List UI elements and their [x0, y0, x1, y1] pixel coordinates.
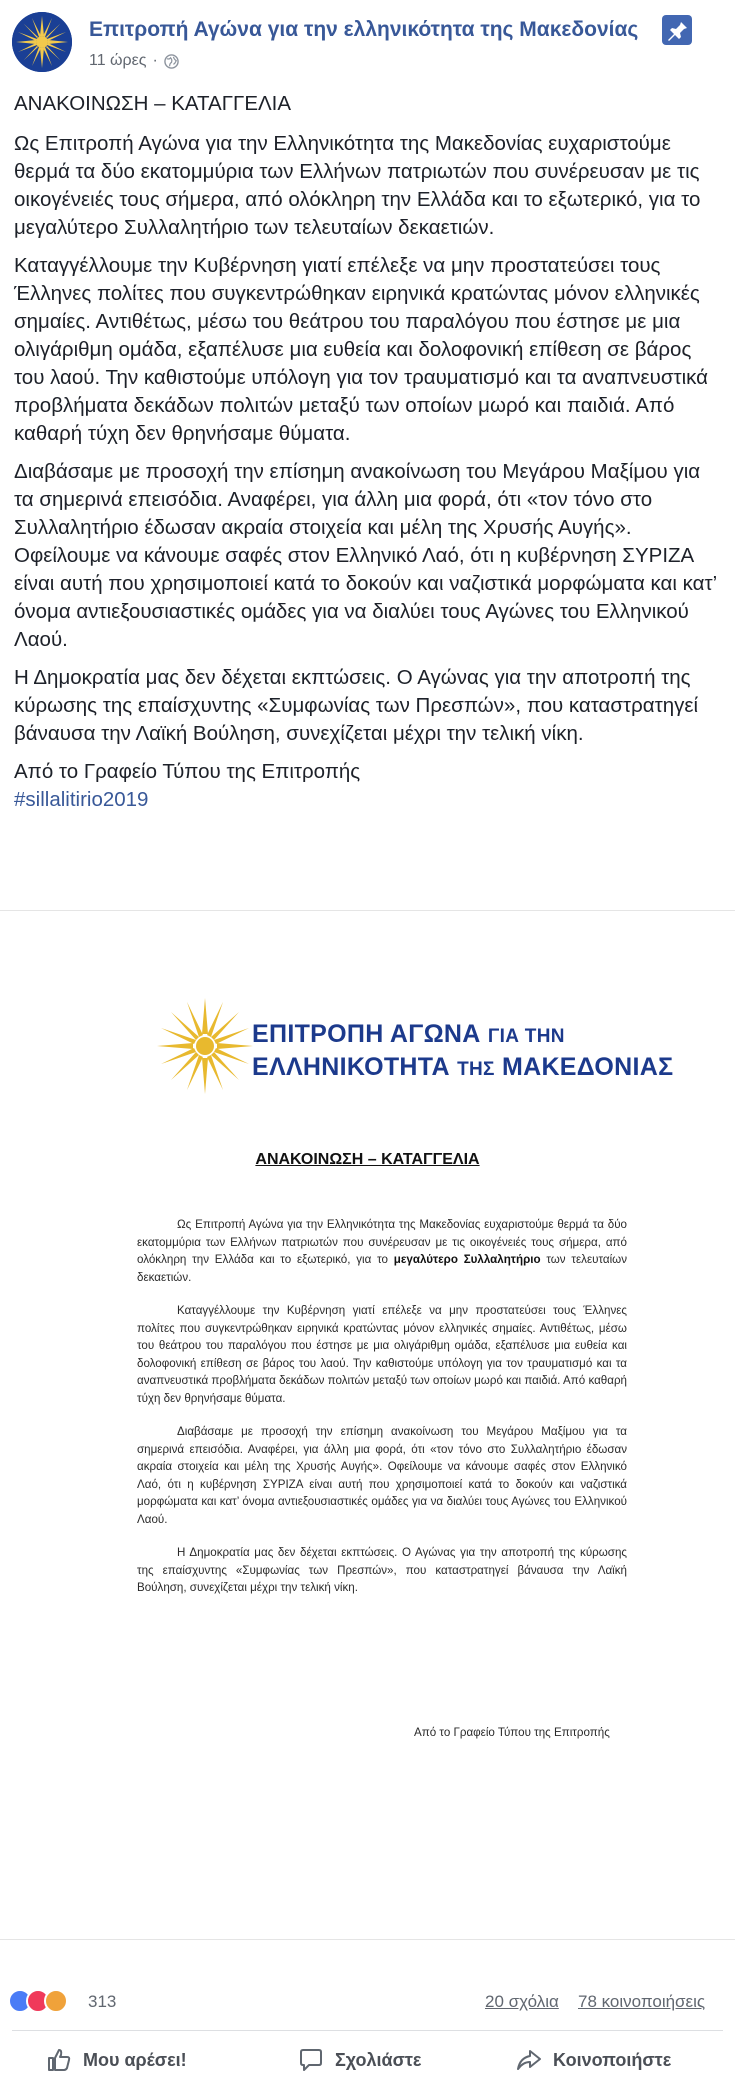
share-icon [515, 2046, 543, 2074]
globe-icon[interactable] [164, 54, 179, 69]
doc-p1-bold: μεγαλύτερο Συλλαλητήριο [393, 1253, 541, 1266]
document-paragraph: Καταγγέλλουμε την Κυβέρνηση γιατί επέλεξε να μην προστατεύσει τους Έλληνες πολίτες που συγκεντρώθηκαν ειρηνικά κρατώντας μόνον ελληνικές σημαίες. Αντιθέτως, μέσω του θεάτρου του παραλόγου που έστησε με μια ολιγάριθμη ομάδα, εξαπέλυσε μια ευθεία και δολοφονική επίθεση σε βάρος του λαού. Την καθιστούμε υπόλογη για τον τραυματισμό και τα αναπνευστικά προβλήματα δεκάδων πολιτών μεταξύ των οποίων μωρό και παιδιά. Από καθαρή τύχη δεν θρηνήσαμε θύματα. [137, 1304, 627, 1405]
vergina-sun-logo-icon [155, 996, 255, 1096]
org-line2-end: ΜΑΚΕΔΟΝΙΑΣ [501, 1053, 674, 1081]
comment-label: Σχολιάστε [335, 2049, 422, 2070]
like-label: Μου αρέσει! [83, 2049, 187, 2070]
post-header [0, 0, 735, 82]
page-name-link[interactable]: Επιτροπή Αγώνα για την ελληνικότητα της Μακεδονίας [89, 18, 639, 41]
thumbs-up-icon [45, 2046, 73, 2074]
attached-document-image[interactable] [0, 910, 735, 1940]
reaction-count[interactable]: 313 [88, 1992, 117, 2011]
share-label: Κοινοποιήστε [553, 2049, 672, 2070]
comments-count-link[interactable]: 20 σχόλια [485, 1992, 559, 2011]
comment-button[interactable] [297, 2046, 421, 2074]
post-meta [89, 52, 179, 70]
org-line2-big: ΕΛΛΗΝΙΚΟΤΗΤΑ [252, 1053, 450, 1081]
doc-p1-text: Ως Επιτροπή Αγώνα για την Ελληνικότητα της Μακεδονίας ευχαριστούμε θερμά τα δύο εκατομμύρια των Ελλήνων πατριωτών που συνέρευσαν με τις οικογένειές τους σήμερα, από ολόκληρη την Ελλάδα και το εξωτερικό, για το [137, 1218, 627, 1266]
vergina-sun-icon [12, 12, 72, 72]
org-line1-small: ΓΙΑ ΤΗΝ [487, 1026, 565, 1047]
post-timestamp[interactable]: 11 ώρες [89, 52, 147, 69]
post-signature: Από το Γραφείο Τύπου της Επιτροπής [14, 760, 361, 783]
reactions-bar [0, 1985, 735, 2021]
post-text [14, 90, 722, 824]
angry-reaction-icon [44, 1989, 68, 2013]
reaction-icons[interactable] [8, 1989, 62, 2013]
page-avatar[interactable] [12, 12, 72, 72]
post-paragraph-title: ΑΝΑΚΟΙΝΩΣΗ – ΚΑΤΑΓΓΕΛΙΑ [14, 92, 292, 115]
document-body [137, 1216, 627, 1613]
document-paragraph: Διαβάσαμε με προσοχή την επίσημη ανακοίνωση του Μεγάρου Μαξίμου για τα σημερινά επεισόδια. Αναφέρει, για άλλη μια φορά, ότι «τον τόνο στο Συλλαλητήριο έδωσαν ακραία στοιχεία και μέλη της Χρυσής Αυγής». Οφείλουμε να κάνουμε σαφές στον Ελληνικό Λαό, ότι η κυβέρνηση ΣΥΡΙΖΑ είναι αυτή που χρησιμοποιεί κατά το δοκούν και ναζιστικά μορφώματα και κατ’ όνομα αντιεξουσιαστικές ομάδες για να διαλύει τους Αγώνες του Ελληνικού Λαού. [137, 1425, 627, 1526]
share-button[interactable] [515, 2046, 671, 2074]
doc-p1-text-end: των τελευταίων δεκαετιών. [137, 1253, 627, 1284]
post-paragraph: Η Δημοκρατία μας δεν δέχεται εκπτώσεις. Ο Αγώνας για την αποτροπή της κύρωσης της επαίσχυντης «Συμφωνίας των Πρεσπών», που καταστρατηγεί βάναυσα την Λαϊκή Βούληση, συνεχίζεται μέχρι την τελική νίκη. [14, 666, 699, 745]
meta-separator: · [152, 52, 158, 69]
actions-divider [12, 2030, 723, 2031]
document-heading: ΑΝΑΚΟΙΝΩΣΗ – ΚΑΤΑΓΓΕΛΙΑ [255, 1151, 480, 1168]
post-paragraph: Ως Επιτροπή Αγώνα για την Ελληνικότητα της Μακεδονίας ευχαριστούμε θερμά τα δύο εκατομμύρια των Ελλήνων πατριωτών που συνέρευσαν με τις οικογένειές τους σήμερα, από ολόκληρη την Ελλάδα και το εξωτερικό, για το μεγαλύτερο Συλλαλητήριο των τελευταίων δεκαετιών. [14, 132, 701, 239]
shares-count-link[interactable]: 78 κοινοποιήσεις [578, 1992, 706, 2011]
org-line2-small: ΤΗΣ [457, 1059, 495, 1080]
comment-icon [297, 2046, 325, 2074]
post-paragraph: Διαβάσαμε με προσοχή την επίσημη ανακοίνωση του Μεγάρου Μαξίμου για τα σημερινά επεισόδια. Αναφέρει, για άλλη μια φορά, ότι «τον τόνο στο Συλλαλητήριο έδωσαν ακραία στοιχεία και μέλη της Χρυσής Αυγής». Οφείλουμε να κάνουμε σαφές στον Ελληνικό Λαό, ότι η κυβέρνηση ΣΥΡΙΖΑ είναι αυτή που χρησιμοποιεί κατά το δοκούν και ναζιστικά μορφώματα και κατ’ όνομα αντιεξουσιαστικές ομάδες για να διαλύει τους Αγώνες του Ελληνικού Λαού. [14, 460, 717, 651]
hashtag-link[interactable]: #sillalitirio2019 [14, 788, 149, 811]
org-line1-big: ΕΠΙΤΡΟΠΗ ΑΓΩΝΑ [252, 1020, 481, 1048]
document-paragraph [137, 1216, 627, 1286]
document-paragraph: Η Δημοκρατία μας δεν δέχεται εκπτώσεις. Ο Αγώνας για την αποτροπή της κύρωσης της επαίσχυντης «Συμφωνίας των Πρεσπών», που καταστρατηγεί βάναυσα την Λαϊκή Βούληση, συνεχίζεται μέχρι την τελική νίκη. [137, 1546, 627, 1594]
action-bar [0, 2040, 735, 2085]
document-signature: Από το Γραφείο Τύπου της Επιτροπής [414, 1726, 610, 1739]
post-paragraph: Καταγγέλλουμε την Κυβέρνηση γιατί επέλεξε να μην προστατεύσει τους Έλληνες πολίτες που συγκεντρώθηκαν ειρηνικά κρατώντας μόνον ελληνικές σημαίες. Αντιθέτως, μέσω του θεάτρου του παραλόγου που έστησε με μια ολιγάριθμη ομάδα, εξαπέλυσε μια ευθεία και δολοφονική επίθεση σε βάρος του λαού. Την καθιστούμε υπόλογη για τον τραυματισμό και τα αναπνευστικά προβλήματα δεκάδων πολιτών μεταξύ των οποίων μωρό και παιδιά. Από καθαρή τύχη δεν θρηνήσαμε θύματα. [14, 254, 708, 445]
like-button[interactable] [45, 2046, 187, 2074]
pin-icon[interactable] [662, 15, 692, 45]
document-organization-title [252, 1019, 673, 1085]
